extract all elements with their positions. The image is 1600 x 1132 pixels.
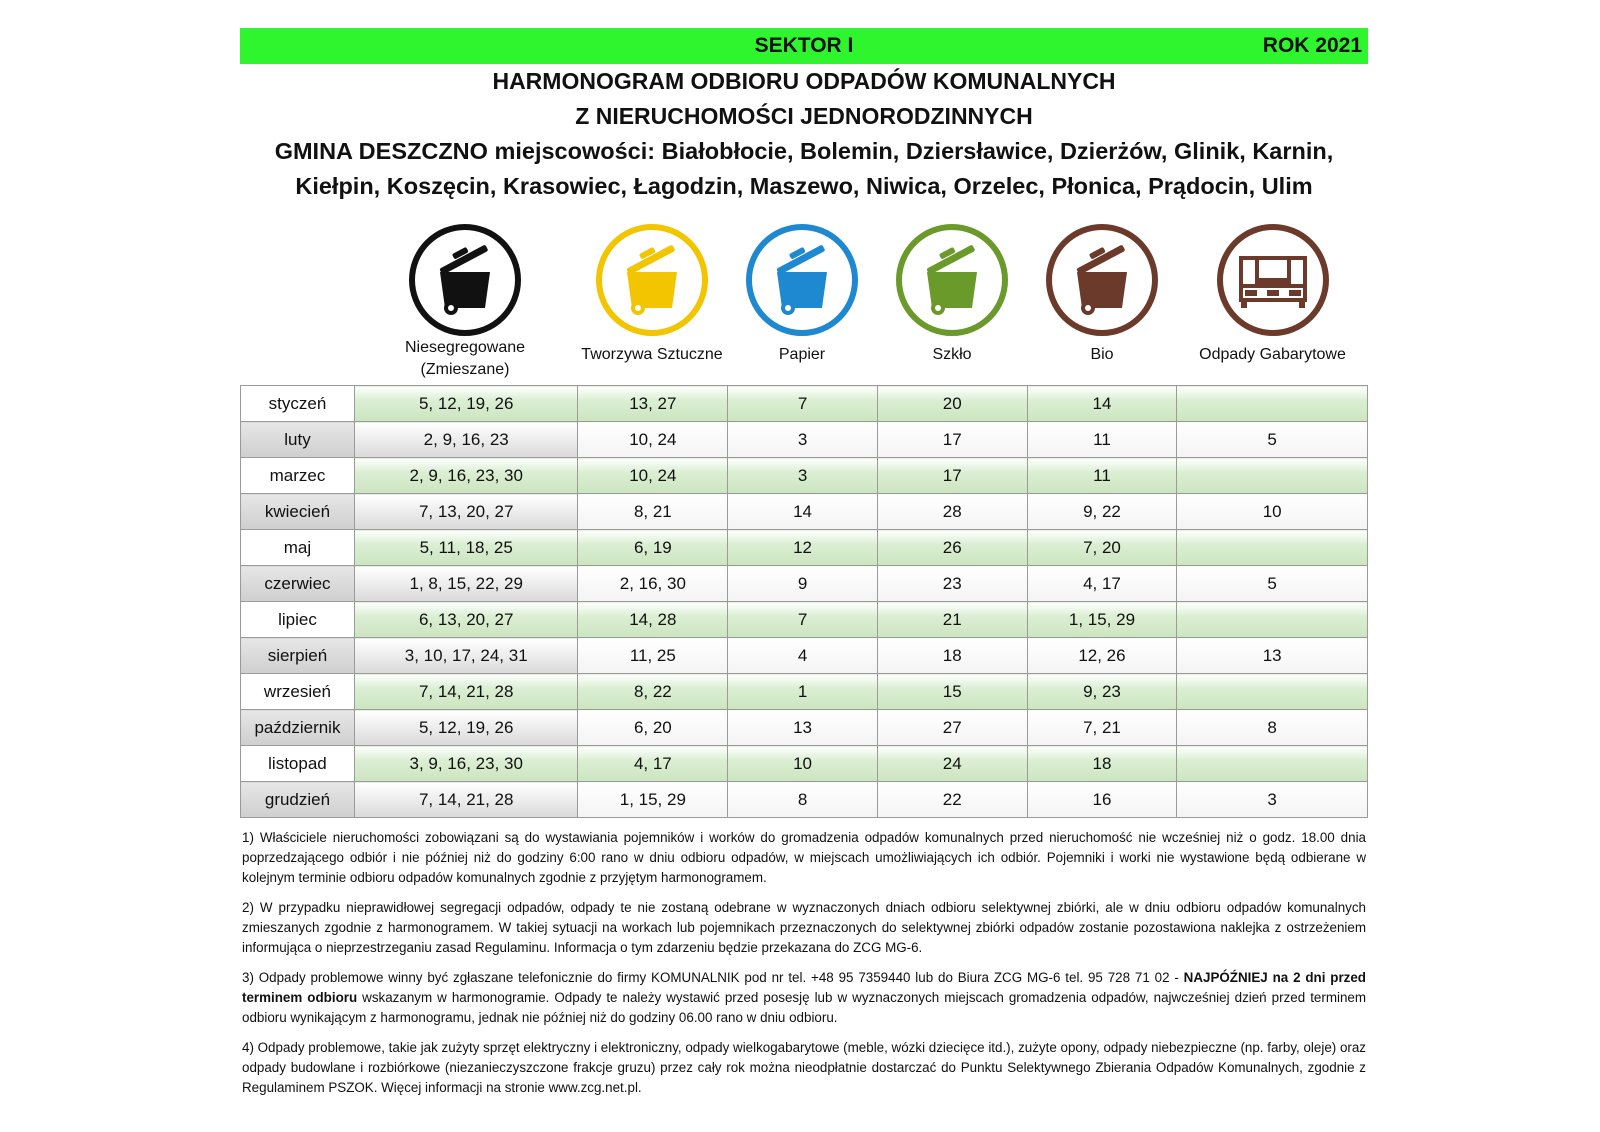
table-row <box>241 422 1368 458</box>
date-cell-glass: 27 <box>877 710 1027 746</box>
note-3-text: 3) Odpady problemowe winny być zgłaszane telefonicznie do firmy KOMUNALNIK pod nr tel. +48 95 7359440 lub do Biura ZCG MG-6 tel. 95 728 71 02 - <box>242 970 1184 985</box>
trash-bin-icon <box>407 222 523 338</box>
sector-banner <box>240 28 1368 64</box>
month-cell: lipiec <box>241 602 355 638</box>
waste-type-label: Tworzywa Sztuczne <box>581 346 723 363</box>
table-row <box>241 638 1368 674</box>
date-cell-mixed: 3, 9, 16, 23, 30 <box>354 746 578 782</box>
date-cell-bulky: 5 <box>1177 566 1368 602</box>
date-cell-glass: 24 <box>877 746 1027 782</box>
month-cell: październik <box>241 710 355 746</box>
table-row <box>241 710 1368 746</box>
note-3-text-end: wskazanym w harmonogramie. Odpady te należy wystawić przed posesję lub w wyznaczonych miejscach gromadzenia odpadów, najwcześniej dzień przed terminem odbioru wynikającym z harmonogramu, jednak nie później niż do godziny 06.00 rano w dniu odbioru. <box>242 990 1366 1025</box>
date-cell-mixed: 2, 9, 16, 23 <box>354 422 578 458</box>
date-cell-plastic: 2, 16, 30 <box>578 566 728 602</box>
waste-type-label: Bio <box>1090 346 1114 363</box>
sector-label: SEKTOR I <box>754 34 854 57</box>
date-cell-bio: 7, 21 <box>1027 710 1177 746</box>
date-cell-bio: 9, 23 <box>1027 674 1177 710</box>
date-cell-glass: 20 <box>877 386 1027 422</box>
waste-type-paper <box>727 222 877 363</box>
date-cell-bio: 16 <box>1027 782 1177 818</box>
date-cell-glass: 26 <box>877 530 1027 566</box>
notes-section <box>242 828 1366 1108</box>
date-cell-bulky: 3 <box>1177 782 1368 818</box>
date-cell-paper: 3 <box>728 458 878 494</box>
date-cell-bulky: 10 <box>1177 494 1368 530</box>
date-cell-mixed: 7, 14, 21, 28 <box>354 782 578 818</box>
waste-type-label: Niesegregowane <box>404 339 526 356</box>
trash-bin-icon <box>894 222 1010 338</box>
furniture-icon <box>1215 222 1331 338</box>
date-cell-bio: 7, 20 <box>1027 530 1177 566</box>
date-cell-bulky <box>1177 530 1368 566</box>
date-cell-bulky: 13 <box>1177 638 1368 674</box>
waste-type-label: Szkło <box>932 346 972 363</box>
date-cell-glass: 15 <box>877 674 1027 710</box>
month-cell: kwiecień <box>241 494 355 530</box>
month-cell: styczeń <box>241 386 355 422</box>
table-row <box>241 674 1368 710</box>
document-title <box>240 64 1368 204</box>
table-row <box>241 494 1368 530</box>
date-cell-bulky: 8 <box>1177 710 1368 746</box>
month-cell: luty <box>241 422 355 458</box>
title-line-2: Z NIERUCHOMOŚCI JEDNORODZINNYCH <box>575 103 1033 129</box>
date-cell-glass: 17 <box>877 422 1027 458</box>
month-cell: czerwiec <box>241 566 355 602</box>
date-cell-plastic: 14, 28 <box>578 602 728 638</box>
title-line-3: GMINA DESZCZNO miejscowości: Białobłocie, Bolemin, Dziersławice, Dzierżów, Glinik, Karnin, <box>274 138 1334 164</box>
note-3 <box>242 968 1366 1028</box>
date-cell-plastic: 6, 20 <box>578 710 728 746</box>
date-cell-paper: 10 <box>728 746 878 782</box>
note-1: 1) Właściciele nieruchomości zobowiązani są do wystawiania pojemników i worków do gromadzenia odpadów komunalnych przed nieruchomość nie wcześniej niż o godz. 18.00 dnia poprzedzającego odbiór i nie później niż do godziny 6:00 rano w dniu odbioru odpadów, w miejscach umożliwiających ich odbiór. Pojemniki i worki nie wystawione będą odbierane w kolejnym terminie odbioru odpadów komunalnych zgodnie z przyjętym harmonogramem. <box>242 830 1366 885</box>
date-cell-bulky <box>1177 602 1368 638</box>
date-cell-glass: 18 <box>877 638 1027 674</box>
waste-type-bulky <box>1177 222 1368 363</box>
date-cell-mixed: 6, 13, 20, 27 <box>354 602 578 638</box>
waste-type-bio <box>1027 222 1177 363</box>
date-cell-paper: 7 <box>728 386 878 422</box>
date-cell-bulky <box>1177 746 1368 782</box>
date-cell-bio: 18 <box>1027 746 1177 782</box>
waste-type-mixed <box>353 222 577 378</box>
table-row <box>241 458 1368 494</box>
note-3-emphasis: NAJPÓŹNIEJ na 2 dni przed terminem odbioru <box>242 970 1366 1005</box>
date-cell-paper: 13 <box>728 710 878 746</box>
date-cell-paper: 1 <box>728 674 878 710</box>
month-cell: marzec <box>241 458 355 494</box>
month-cell: listopad <box>241 746 355 782</box>
note-2: 2) W przypadku nieprawidłowej segregacji odpadów, odpady te nie zostaną odebrane w wyznaczonych dniach odbioru selektywnej zbiórki, ale w dniu odbioru odpadów komunalnych zmieszanych zgodnie z harmonogramem. W takiej sytuacji na workach lub pojemnikach przeznaczonych do selektywnej zbiórki odpadów zostanie pozostawiona naklejka z ostrzeżeniem informująca o nieprzestrzeganiu zasad Regulaminu. Informacja o tym zdarzeniu będzie przekazana do ZCG MG-6. <box>242 900 1366 955</box>
date-cell-plastic: 1, 15, 29 <box>578 782 728 818</box>
date-cell-glass: 23 <box>877 566 1027 602</box>
date-cell-paper: 3 <box>728 422 878 458</box>
date-cell-mixed: 5, 11, 18, 25 <box>354 530 578 566</box>
date-cell-mixed: 5, 12, 19, 26 <box>354 710 578 746</box>
schedule-document <box>240 28 1368 1095</box>
month-cell: grudzień <box>241 782 355 818</box>
date-cell-plastic: 13, 27 <box>578 386 728 422</box>
month-cell: wrzesień <box>241 674 355 710</box>
date-cell-mixed: 3, 10, 17, 24, 31 <box>354 638 578 674</box>
table-row <box>241 746 1368 782</box>
date-cell-paper: 12 <box>728 530 878 566</box>
date-cell-glass: 22 <box>877 782 1027 818</box>
date-cell-plastic: 4, 17 <box>578 746 728 782</box>
collection-schedule-table <box>240 385 1368 818</box>
date-cell-glass: 17 <box>877 458 1027 494</box>
waste-type-plastic <box>577 222 727 363</box>
date-cell-bio: 11 <box>1027 458 1177 494</box>
date-cell-bulky: 5 <box>1177 422 1368 458</box>
table-row <box>241 386 1368 422</box>
date-cell-paper: 7 <box>728 602 878 638</box>
date-cell-bio: 9, 22 <box>1027 494 1177 530</box>
waste-type-glass <box>877 222 1027 363</box>
date-cell-mixed: 7, 13, 20, 27 <box>354 494 578 530</box>
date-cell-mixed: 2, 9, 16, 23, 30 <box>354 458 578 494</box>
date-cell-mixed: 5, 12, 19, 26 <box>354 386 578 422</box>
date-cell-paper: 14 <box>728 494 878 530</box>
date-cell-mixed: 7, 14, 21, 28 <box>354 674 578 710</box>
waste-type-sublabel: (Zmieszane) <box>420 361 510 378</box>
title-line-4: Kiełpin, Koszęcin, Krasowiec, Łagodzin, Maszewo, Niwica, Orzelec, Płonica, Prądocin, Ulim <box>295 173 1313 199</box>
date-cell-mixed: 1, 8, 15, 22, 29 <box>354 566 578 602</box>
waste-type-label: Papier <box>778 346 826 363</box>
date-cell-bulky <box>1177 386 1368 422</box>
title-line-1: HARMONOGRAM ODBIORU ODPADÓW KOMUNALNYCH <box>492 68 1116 94</box>
date-cell-bio: 12, 26 <box>1027 638 1177 674</box>
date-cell-plastic: 8, 22 <box>578 674 728 710</box>
waste-type-header <box>240 222 1368 397</box>
month-cell: maj <box>241 530 355 566</box>
table-row <box>241 566 1368 602</box>
date-cell-paper: 4 <box>728 638 878 674</box>
trash-bin-icon <box>744 222 860 338</box>
table-row <box>241 602 1368 638</box>
table-row <box>241 530 1368 566</box>
date-cell-glass: 28 <box>877 494 1027 530</box>
waste-type-label: Odpady Gabarytowe <box>1199 346 1346 363</box>
year-label: ROK 2021 <box>1262 34 1362 57</box>
date-cell-plastic: 10, 24 <box>578 422 728 458</box>
date-cell-bio: 1, 15, 29 <box>1027 602 1177 638</box>
date-cell-glass: 21 <box>877 602 1027 638</box>
date-cell-bio: 14 <box>1027 386 1177 422</box>
date-cell-bulky <box>1177 458 1368 494</box>
note-4: 4) Odpady problemowe, takie jak zużyty sprzęt elektryczny i elektroniczny, odpady wielkogabarytowe (meble, wózki dziecięce itd.), zużyte opony, odpady niebezpieczne (np. farby, oleje) oraz odpady budowlane i rozbiórkowe (niezanieczyszczone frakcje gruzu) przez cały rok można nieodpłatnie dostarczać do Punktu Selektywnego Zbierania Odpadów Komunalnych, zgodnie z Regulaminem PSZOK. Więcej informacji na stronie www.zcg.net.pl. <box>242 1040 1366 1095</box>
date-cell-plastic: 11, 25 <box>578 638 728 674</box>
date-cell-plastic: 10, 24 <box>578 458 728 494</box>
date-cell-paper: 9 <box>728 566 878 602</box>
date-cell-bulky <box>1177 674 1368 710</box>
trash-bin-icon <box>1044 222 1160 338</box>
date-cell-plastic: 6, 19 <box>578 530 728 566</box>
trash-bin-icon <box>594 222 710 338</box>
date-cell-bio: 11 <box>1027 422 1177 458</box>
date-cell-paper: 8 <box>728 782 878 818</box>
table-row <box>241 782 1368 818</box>
date-cell-bio: 4, 17 <box>1027 566 1177 602</box>
date-cell-plastic: 8, 21 <box>578 494 728 530</box>
month-cell: sierpień <box>241 638 355 674</box>
